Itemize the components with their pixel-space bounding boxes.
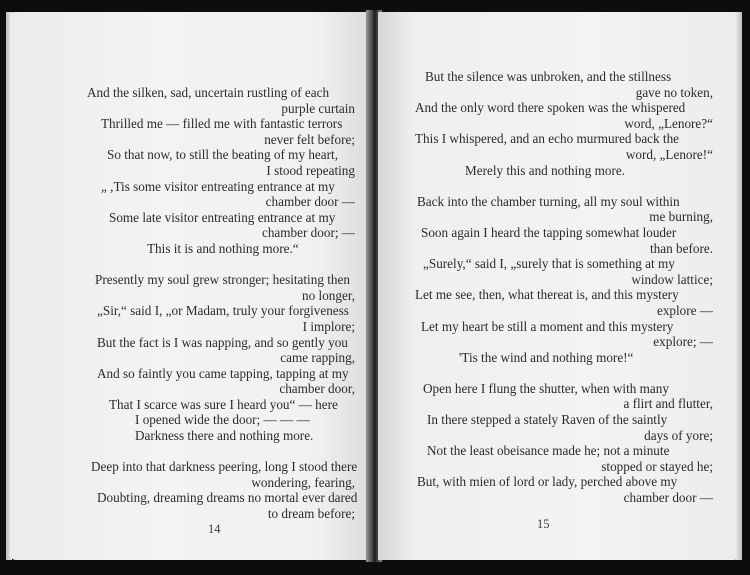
poem-line: „Surely,“ said I, „surely that is something at my (423, 256, 675, 272)
poem-line: chamber door; — (261, 225, 355, 241)
poem-line: purple curtain (281, 100, 355, 116)
poem-line: I opened wide the door; — — — (135, 412, 310, 428)
poem-line: But the silence was unbroken, and the stillness (425, 69, 672, 84)
poem-line: than before. (650, 240, 713, 256)
left-page-number: 14 (208, 522, 221, 536)
poem-line: Doubting, dreaming dreams no mortal ever dared (97, 490, 358, 506)
poem-line: Deep into that darkness peering, long I stood there (91, 459, 358, 475)
stanza-gap (87, 444, 355, 460)
poem-line: window lattice; (631, 271, 713, 287)
poem-line: me burning, (649, 209, 713, 225)
poem-line: wondering, fearing, (251, 474, 355, 490)
poem-line: chamber door — (265, 194, 355, 210)
poem-line: Darkness there and nothing more. (135, 428, 314, 444)
stanza-gap (87, 257, 355, 273)
poem-line: And the silken, sad, uncertain rustling of each (87, 85, 330, 100)
poem-line: And so faintly you came tapping, tapping at my (97, 365, 349, 381)
poem-line: Not the least obeisance made he; not a minute (427, 443, 670, 459)
poem-line: explore; — (653, 334, 713, 350)
poem-line: Thrilled me — filled me with fantastic terrors (101, 116, 343, 132)
poem-line: no longer, (302, 287, 355, 303)
left-page-poem-text (87, 85, 358, 522)
poem-line: Soon again I heard the tapping somewhat louder (421, 224, 677, 240)
poem-line: I stood repeating (266, 162, 355, 178)
poem-line: This it is and nothing more.“ (147, 240, 299, 256)
poem-line: That I scarce was sure I heard you“ — here (109, 396, 338, 412)
poem-line: But the fact is I was napping, and so gently you (97, 334, 348, 350)
poem-line: stopped or stayed he; (601, 458, 713, 474)
poem-line: And the only word there spoken was the whispered (415, 100, 686, 116)
right-page-poem-text (413, 69, 713, 506)
right-page-number: 15 (537, 517, 550, 531)
poem-line: This I whispered, and an echo murmured back the (415, 131, 680, 147)
poem-line: to dream before; (267, 506, 355, 522)
poem-line: So that now, to still the beating of my heart, (107, 147, 338, 163)
poem-line: days of yore; (644, 427, 713, 443)
right-page-edge (736, 12, 742, 560)
poem-line: Some late visitor entreating entrance at my (109, 209, 336, 225)
poem-line: „ ,Tis some visitor entreating entrance at my (101, 178, 335, 194)
poem-line: never felt before; (264, 131, 355, 147)
poem-line: gave no token, (635, 84, 713, 100)
stanza-gap (413, 178, 713, 194)
poem-line: came rapping, (280, 350, 355, 366)
poem-line: I implore; (302, 318, 355, 334)
poem-line: Merely this and nothing more. (465, 162, 626, 178)
left-page (10, 12, 370, 560)
poem-line: Let me see, then, what thereat is, and this mystery (415, 287, 679, 303)
right-page (378, 12, 740, 560)
poem-line: But, with mien of lord or lady, perched above my (417, 474, 678, 490)
poem-line: Let my heart be still a moment and this mystery (421, 318, 674, 334)
poem-line: chamber door — (623, 490, 713, 506)
poem-line: „Sir,“ said I, „or Madam, truly your forgiveness (97, 303, 349, 319)
poem-line: a flirt and flutter, (623, 396, 713, 412)
poem-line: explore — (656, 302, 713, 318)
stanza-gap (413, 365, 713, 381)
poem-line: Open here I flung the shutter, when with many (423, 380, 669, 396)
poem-line: 'Tis the wind and nothing more!“ (459, 349, 634, 365)
poem-line: Back into the chamber turning, all my soul within (417, 193, 680, 209)
poem-line: word, „Lenore!“ (625, 146, 713, 162)
poem-line: In there stepped a stately Raven of the saintly (427, 412, 668, 428)
poem-line: word, „Lenore?“ (624, 115, 713, 131)
poem-line: Presently my soul grew stronger; hesitating then (95, 272, 350, 288)
poem-line: chamber door, (279, 381, 355, 397)
